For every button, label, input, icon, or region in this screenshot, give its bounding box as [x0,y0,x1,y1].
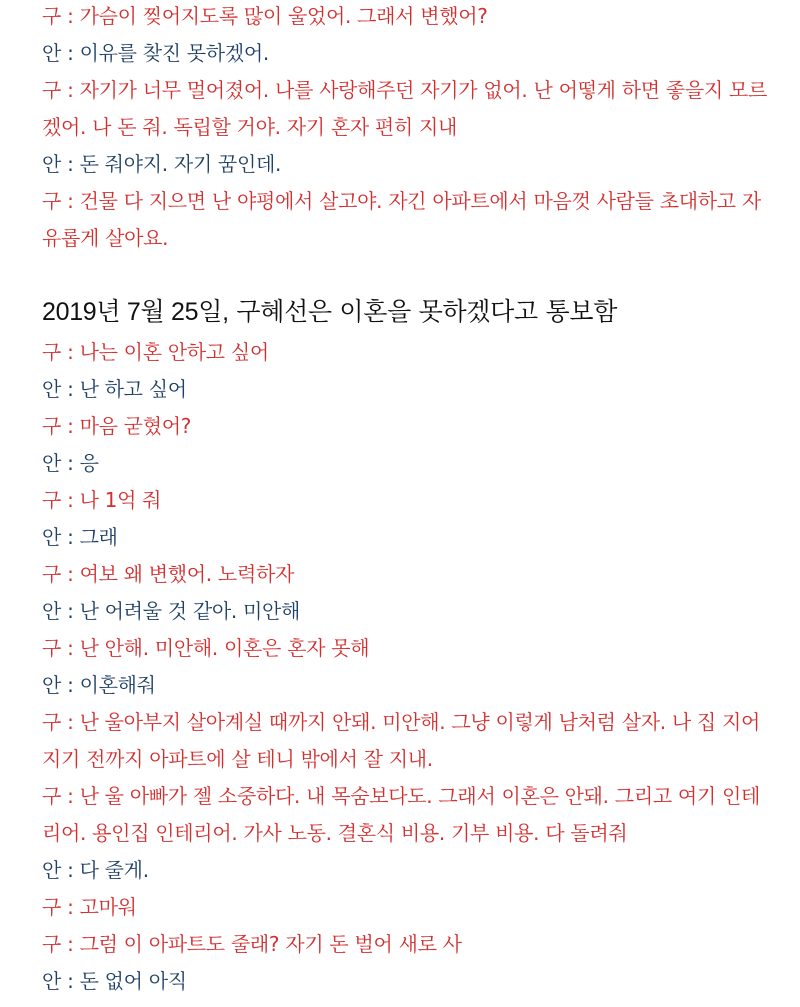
dialogue-line-an: 안 : 난 하고 싶어 [42,377,187,401]
dialogue-line-gu: 구 : 나 1억 줘 [42,488,162,512]
dialogue-line-an: 안 : 다 줄게. [42,858,149,882]
dialogue-line-gu: 구 : 고마워 [42,895,137,919]
transcript-section-2 [42,334,772,1000]
dialogue-line-gu: 구 : 가슴이 찢어지도록 많이 울었어. 그래서 변했어? [42,4,488,28]
dialogue-line-gu: 구 : 난 울 아빠가 젤 소중하다. 내 목숨보다도. 그래서 이혼은 안돼. 그리고 여기 인테리어. 용인집 인테리어. 가사 노동. 결혼식 비용. 기부 비용. 다 돌려줘 [42,784,761,845]
dialogue-line-gu: 구 : 자기가 너무 멀어졌어. 나를 사랑해주던 자기가 없어. 난 어떻게 하면 좋을지 모르겠어. 나 돈 줘. 독립할 거야. 자기 혼자 편히 지내 [42,78,767,139]
dialogue-line-an: 안 : 돈 줘야지. 자기 꿈인데. [42,152,282,176]
dialogue-line-gu: 구 : 난 안해. 미안해. 이혼은 혼자 못해 [42,636,370,660]
dialogue-line-an: 안 : 이혼해줘 [42,673,156,697]
dialogue-line-gu: 구 : 난 울아부지 살아계실 때까지 안돼. 미안해. 그냥 이렇게 남처럼 살자. 나 집 지어지기 전까지 아파트에 살 테니 밖에서 잘 지내. [42,710,761,771]
dialogue-line-gu: 구 : 마음 굳혔어? [42,414,192,438]
dialogue-line-gu: 구 : 여보 왜 변했어. 노력하자 [42,562,295,586]
heading-date: 2019년 7월 25일, [42,298,229,326]
dialogue-line-an: 안 : 응 [42,451,99,475]
dialogue-line-an: 안 : 난 어려울 것 같아. 미안해 [42,599,301,623]
dialogue-line-gu: 구 : 건물 다 지으면 난 야평에서 살고야. 자긴 아파트에서 마음껏 사람들 초대하고 자유롭게 살아요. [42,189,761,250]
heading-text: 구혜선은 이혼을 못하겠다고 통보함 [228,297,618,326]
dialogue-line-an: 안 : 그래 [42,525,118,549]
dialogue-line-gu: 구 : 나는 이혼 안하고 싶어 [42,340,269,364]
dialogue-line-an: 안 : 돈 없어 아직 [42,969,187,993]
transcript-section-1 [42,0,772,257]
section-heading [42,294,772,330]
dialogue-line-gu: 구 : 그럼 이 아파트도 줄래? 자기 돈 벌어 새로 사 [42,932,462,956]
dialogue-line-an: 안 : 이유를 찾진 못하겠어. [42,41,269,65]
transcript-document [42,0,772,1000]
